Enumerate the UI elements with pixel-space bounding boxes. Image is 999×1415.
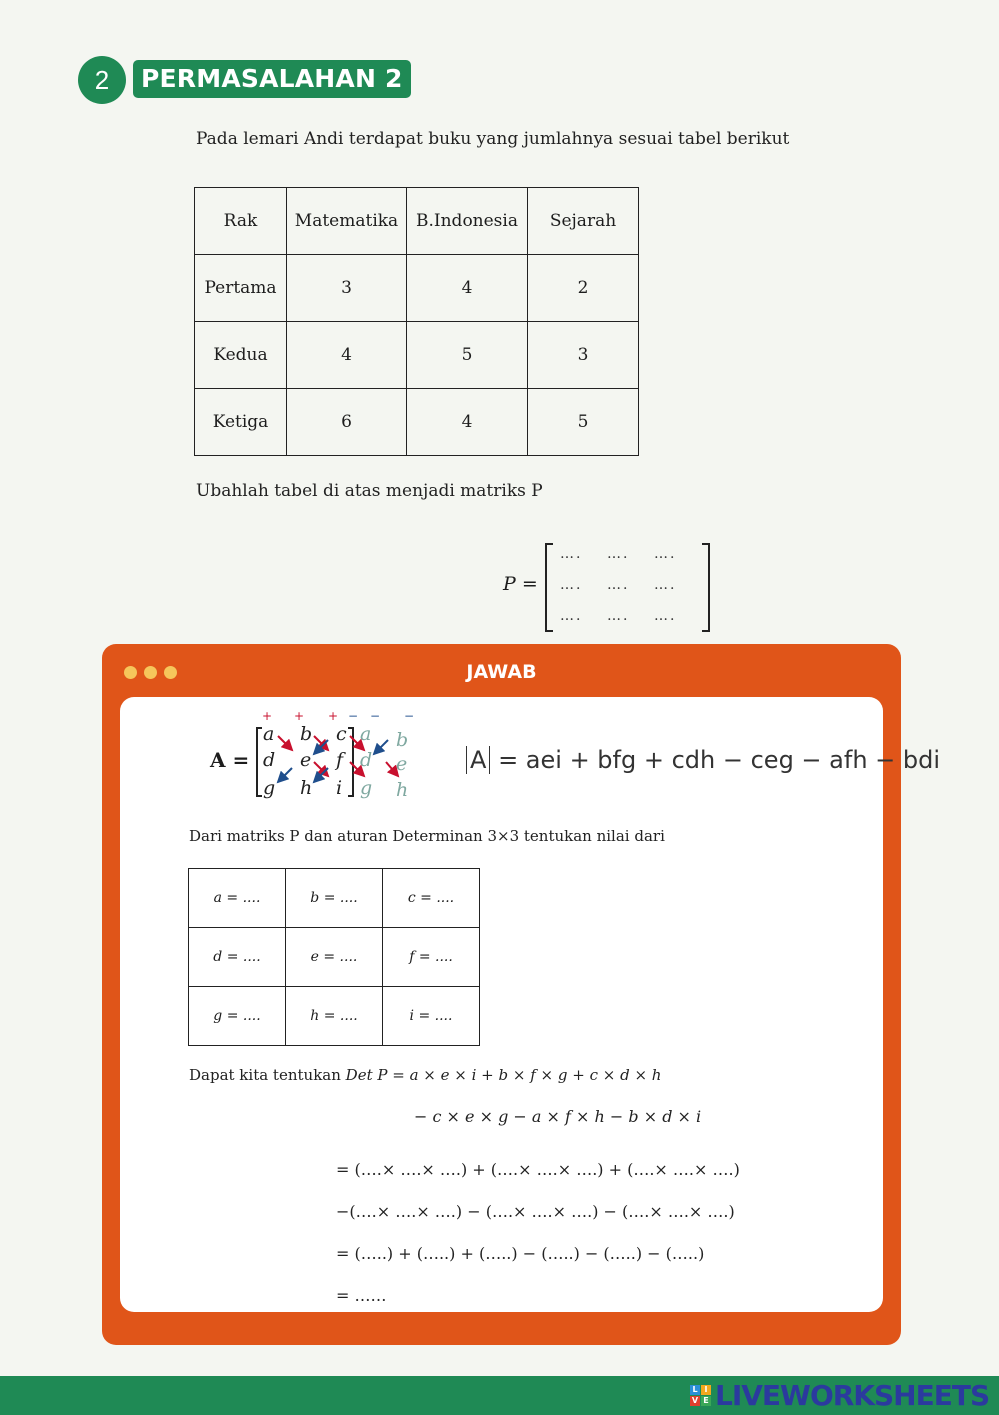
table-cell: Pertama xyxy=(195,255,287,322)
minus-sign: − xyxy=(370,710,381,723)
logo-tiles-icon: L I V E xyxy=(690,1385,711,1406)
book-table xyxy=(194,187,639,456)
header-cell: Matematika xyxy=(287,188,407,255)
var-cell-b[interactable]: b = .... xyxy=(286,869,383,928)
var-cell-a[interactable]: a = .... xyxy=(189,869,286,928)
determinant-formula xyxy=(466,746,940,774)
matrix-a-entry: g xyxy=(263,777,276,799)
matrix-left-bracket xyxy=(545,543,553,632)
table-row xyxy=(195,322,639,389)
var-cell-d[interactable]: d = .... xyxy=(189,928,286,987)
matrix-a-entry: c xyxy=(336,723,347,745)
anti-diag-arrow xyxy=(374,740,388,754)
matrix-p-label: P = xyxy=(503,573,538,595)
answer-title: JAWAB xyxy=(466,661,537,683)
table-row xyxy=(195,389,639,456)
diag-arrow xyxy=(278,736,292,750)
matrix-p-cell[interactable]: …. xyxy=(654,546,677,562)
table-cell: 2 xyxy=(528,255,639,322)
table-cell: 5 xyxy=(407,322,528,389)
matrix-right-bracket xyxy=(702,543,710,632)
repeat-entry: d xyxy=(360,749,373,771)
anti-diag-arrow xyxy=(278,768,292,782)
repeat-entry: g xyxy=(360,777,373,799)
det-formula-lhs: A xyxy=(466,746,490,774)
det-expression-1: Det P = a × e × i + b × f × g + c × d × h xyxy=(345,1066,662,1084)
header-cell: Sejarah xyxy=(528,188,639,255)
table-cell: 6 xyxy=(287,389,407,456)
table-row xyxy=(189,987,480,1046)
var-cell-h[interactable]: h = .... xyxy=(286,987,383,1046)
matrix-a-entry: f xyxy=(336,749,344,771)
variables-table xyxy=(188,868,480,1046)
table-cell: Ketiga xyxy=(195,389,287,456)
intro-text: Pada lemari Andi terdapat buku yang jumlahnya sesuai tabel berikut xyxy=(196,129,790,149)
header-cell: B.Indonesia xyxy=(407,188,528,255)
repeat-entry: b xyxy=(396,729,409,751)
table-cell: 4 xyxy=(287,322,407,389)
matrix-a-entry: a xyxy=(263,723,275,745)
calc-line-3[interactable]: = (…..) + (…..) + (…..) − (…..) − (…..) − (…..) xyxy=(336,1244,705,1263)
var-cell-f[interactable]: f = .... xyxy=(383,928,480,987)
matrix-a-entry: h xyxy=(300,777,313,799)
matrix-a-entry: b xyxy=(300,723,313,745)
table-header-row xyxy=(195,188,639,255)
calc-line-result[interactable]: = …… xyxy=(336,1286,387,1305)
table-row xyxy=(195,255,639,322)
calc-line-1[interactable]: = (….× ….× ….) + (….× ….× ….) + (….× ….× ….) xyxy=(336,1160,740,1179)
matrix-a-left-bracket xyxy=(257,728,262,796)
matrix-p-cell[interactable]: …. xyxy=(654,577,677,593)
var-cell-g[interactable]: g = .... xyxy=(189,987,286,1046)
plus-sign: + xyxy=(328,710,339,723)
matrix-a-entry: e xyxy=(300,749,312,771)
repeat-entry: h xyxy=(396,779,409,801)
repeat-entry: a xyxy=(360,723,372,745)
matrix-p-cell[interactable]: …. xyxy=(560,546,583,562)
matrix-a-entry: d xyxy=(263,749,276,771)
det-intro: Dapat kita tentukan xyxy=(189,1066,341,1084)
matrix-a-entry: i xyxy=(336,777,343,799)
matrix-p-cell[interactable]: …. xyxy=(654,608,677,624)
var-cell-i[interactable]: i = .... xyxy=(383,987,480,1046)
minus-sign: − xyxy=(348,710,359,723)
var-cell-c[interactable]: c = .... xyxy=(383,869,480,928)
calc-line-2[interactable]: −(….× ….× ….) − (….× ….× ….) − (….× ….× ….) xyxy=(336,1202,735,1221)
det-expression-2: − c × e × g − a × f × h − b × d × i xyxy=(414,1107,702,1126)
table-cell: 4 xyxy=(407,389,528,456)
det-formula-rhs: = aei + bfg + cdh − ceg − afh − bdi xyxy=(498,746,941,774)
sign-row xyxy=(262,710,414,723)
sarrus-diagram xyxy=(252,710,422,802)
liveworksheets-logo[interactable] xyxy=(690,1376,989,1415)
matrix-p-cell[interactable]: …. xyxy=(607,546,630,562)
minus-sign: − xyxy=(404,710,415,723)
section-number: 2 xyxy=(78,56,126,104)
table-cell: 3 xyxy=(528,322,639,389)
det-expression-2-line xyxy=(414,1107,701,1126)
table-cell: Kedua xyxy=(195,322,287,389)
matrix-a-label: A = xyxy=(210,748,250,772)
matrix-p-grid xyxy=(560,546,701,639)
question-text: Dari matriks P dan aturan Determinan 3×3 tentukan nilai dari xyxy=(189,827,665,845)
var-cell-e[interactable]: e = .... xyxy=(286,928,383,987)
table-cell: 4 xyxy=(407,255,528,322)
matrix-p-cell[interactable]: …. xyxy=(560,608,583,624)
instruction-text: Ubahlah tabel di atas menjadi matriks P xyxy=(196,481,543,501)
matrix-p-cell[interactable]: …. xyxy=(607,577,630,593)
table-row xyxy=(189,928,480,987)
logo-text: LIVEWORKSHEETS xyxy=(715,1379,990,1412)
table-row xyxy=(189,869,480,928)
header-cell: Rak xyxy=(195,188,287,255)
matrix-p-cell[interactable]: …. xyxy=(560,577,583,593)
matrix-p-cell[interactable]: …. xyxy=(607,608,630,624)
section-title: PERMASALAHAN 2 xyxy=(133,60,411,98)
plus-sign: + xyxy=(294,710,305,723)
table-cell: 5 xyxy=(528,389,639,456)
det-intro-line xyxy=(189,1066,661,1084)
table-cell: 3 xyxy=(287,255,407,322)
plus-sign: + xyxy=(262,710,273,723)
repeat-entry: e xyxy=(396,753,408,775)
